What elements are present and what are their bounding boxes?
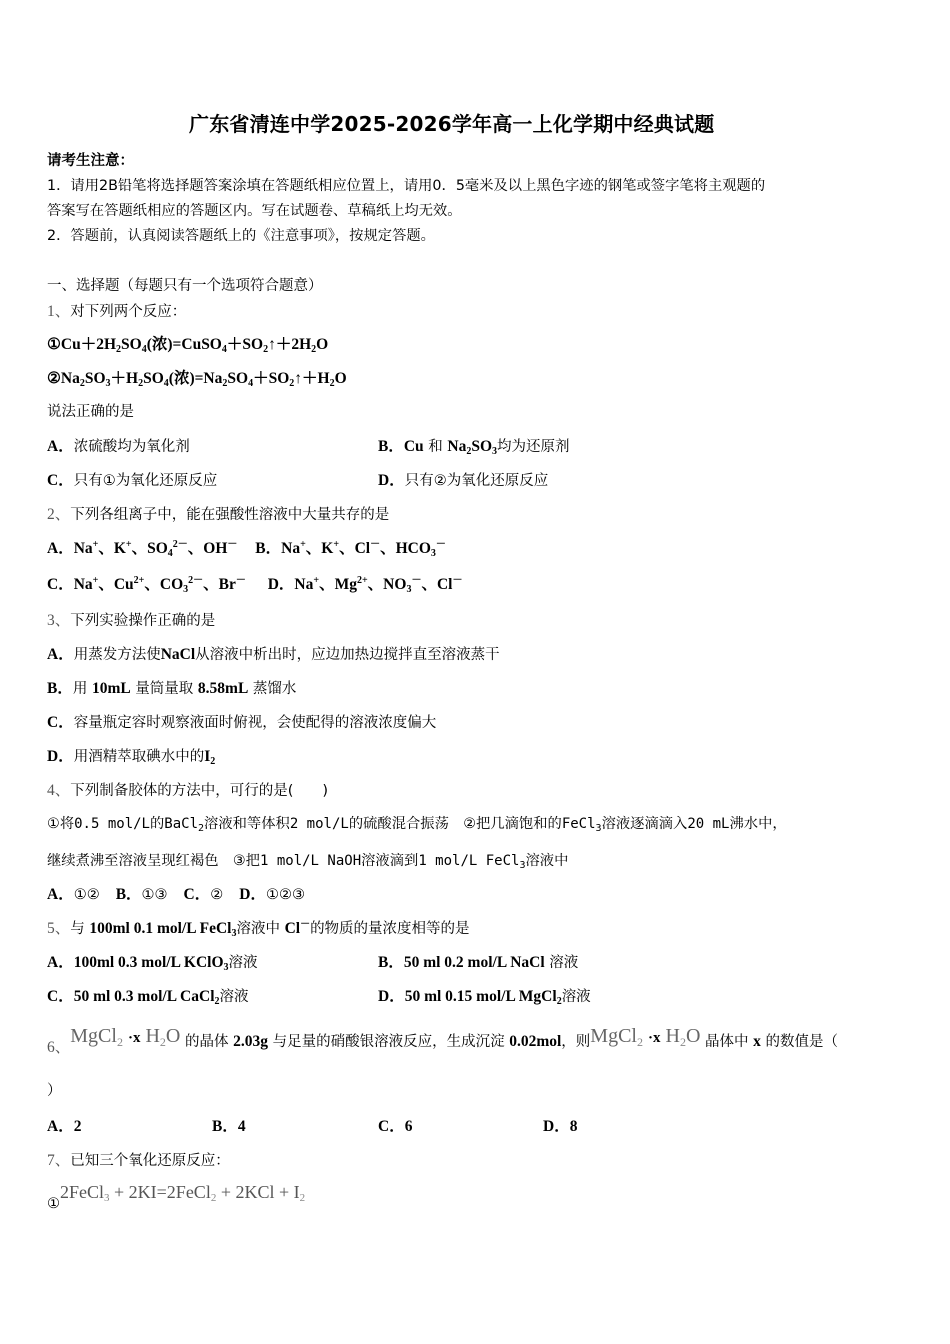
option-text: Cu [403, 438, 424, 455]
question-4-line-2: 继续煮沸至溶液呈现红褐色 ③把1 mol/L NaOH溶液滴到1 mol/L FeCl$_3$溶液中 [47, 853, 569, 871]
q5-option-d[interactable]: D．50 ml 0.15 mol/L MgCl$_2$溶液 [378, 988, 591, 1007]
q1-option-c[interactable] [47, 473, 217, 489]
q4-options-row [47, 887, 305, 903]
option-letter: A． [47, 438, 74, 455]
question-text: 对下列两个反应： [70, 304, 187, 320]
question-6-close-paren: ） [47, 1083, 62, 1099]
notice-heading: 请考生注意： [47, 153, 134, 169]
option-text: 容量瓶定容时观察液面时俯视，会使配得的溶液浓度偏大 [73, 715, 437, 731]
q3-option-d[interactable]: D．用酒精萃取碘水中的$I_2$ [47, 748, 216, 767]
question-7-reaction-1: ①2FeCl$_3$ + 2KI=2FeCl$_2$ + $2KCl + I_2$ [47, 1182, 306, 1212]
option-letter: C． [47, 988, 74, 1005]
q2-options-row-2 [47, 577, 462, 593]
q4-option-d[interactable]: D．①②③ [239, 886, 305, 903]
question-1-reaction-2: $②Na_2SO_3+H_2SO_4$(浓)$=Na_2SO_4+SO_2↑+H_2O$ [47, 370, 347, 389]
question-1-stem [47, 304, 186, 320]
question-1-reaction-1: $①Cu+2H_2SO_4$(浓)$=CuSO_4+SO_2↑+2H_2O$ [47, 336, 329, 355]
question-number: 5、 [47, 920, 71, 937]
question-1-prompt: 说法正确的是 [47, 404, 134, 420]
question-text: 下列实验操作正确的是 [70, 613, 216, 629]
q6-option-d[interactable]: D．8 [543, 1118, 578, 1135]
option-letter: D． [378, 472, 405, 489]
option-letter: A． [47, 646, 74, 663]
option-letter: D． [378, 988, 405, 1005]
section-heading: 一、选择题（每题只有一个选项符合题意） [47, 278, 323, 294]
formula-mgcl2-xh2o: MgCl$_2$ ·x $H_2O$ [590, 1025, 701, 1049]
question-number: 3、 [47, 612, 71, 629]
question-number: 1、 [47, 303, 71, 320]
option-letter: C． [47, 472, 74, 489]
question-text: 下列各组离子中，能在强酸性溶液中大量共存的是 [70, 507, 390, 523]
question-number: 6、 [47, 1039, 71, 1056]
notice-item-1-cont: 答案写在答题纸相应的答题区内。写在试题卷、草稿纸上均无效。 [47, 203, 462, 219]
formula-mgcl2-xh2o: MgCl$_2$ ·x $H_2O$ [70, 1025, 181, 1049]
page-title: 广东省清连中学2025-2026学年高一上化学期中经典试题 [189, 112, 715, 136]
q4-option-b[interactable]: B．①③ [115, 886, 168, 903]
question-2-stem [47, 507, 389, 523]
notice-item-2: 2．答题前，认真阅读答题纸上的《注意事项》，按规定答题。 [47, 228, 435, 244]
option-text: 浓硫酸均为氧化剂 [73, 439, 190, 455]
q5-option-a[interactable]: A．100ml 0.3 mol/L KClO$_3$溶液 [47, 954, 258, 973]
q1-option-a[interactable] [47, 439, 190, 455]
q2-option-d[interactable]: D．Na+、$Mg^{2+}$、$NO_3^-$、Cl－ [267, 575, 463, 595]
question-5-stem: 5、与 100ml 0.1 mol/L FeCl$_3$溶液中 Cl－的物质的量浓度相等的是 [47, 919, 470, 939]
q2-option-c[interactable]: C．Na+、$Cu^{2+}$、$CO_3^{2-}$、Br－ [47, 575, 246, 595]
option-letter: D． [47, 748, 74, 765]
question-7-stem [47, 1153, 230, 1169]
option-letter: C． [47, 714, 74, 731]
q2-option-b[interactable]: B．Na+、K+、Cl－、$HCO_3^-$ [255, 539, 446, 559]
question-text: 已知三个氧化还原反应： [70, 1153, 230, 1169]
q3-option-c[interactable] [47, 715, 436, 731]
option-letter: B． [378, 438, 404, 455]
q6-option-a[interactable]: A．2 [47, 1118, 82, 1135]
question-3-stem [47, 613, 215, 629]
q4-option-c[interactable]: C．② [183, 886, 224, 903]
q5-option-b[interactable]: B．50 ml 0.2 mol/L NaCl 溶液 [378, 954, 579, 971]
q2-option-a[interactable]: A．Na+、K+、$SO_4^{2-}$、OH－ [47, 539, 238, 559]
question-number: 7、 [47, 1152, 71, 1169]
q4-option-a[interactable]: A．①② [47, 886, 100, 903]
q2-options-row-1 [47, 541, 446, 557]
option-text: 只有②为氧化还原反应 [404, 473, 549, 489]
notice-item-1: 1．请用2B铅笔将选择题答案涂填在答题纸相应位置上，请用0．5毫米及以上黑色字迹的钢笔或签字笔将主观题的 [47, 178, 766, 194]
question-number: 2、 [47, 506, 71, 523]
option-letter: A． [47, 954, 74, 971]
question-4-line-1: ①将0.5 mol/L的BaCl$_2$溶液和等体积2 mol/L的硫酸混合振荡 ②把几滴饱和的FeCl$_3$溶液逐滴滴入20 mL沸水中， [47, 816, 787, 834]
option-letter: B． [47, 680, 73, 697]
q3-option-a[interactable]: A．用蒸发方法使NaCl从溶液中析出时，应边加热边搅拌直至溶液蒸干 [47, 646, 500, 663]
q3-option-b[interactable]: B．用 10mL 量筒量取 8.58mL 蒸馏水 [47, 680, 297, 697]
question-text: 下列制备胶体的方法中，可行的是( ) [70, 783, 329, 799]
option-letter: B． [378, 954, 404, 971]
q6-option-c[interactable]: C．6 [378, 1118, 413, 1135]
q1-option-d[interactable] [378, 473, 548, 489]
question-6-stem: 6、MgCl$_2$ ·x $H_2O$ 的晶体 2.03g 与足量的硝酸银溶液反应，生成沉淀 0.02mol，则MgCl$_2$ ·x $H_2O$ 晶体中 x 的数值是（ [47, 1025, 838, 1056]
option-text: 只有①为氧化还原反应 [73, 473, 218, 489]
q5-option-c[interactable]: C．50 ml 0.3 mol/L CaCl$_2$溶液 [47, 988, 249, 1007]
question-4-stem [47, 783, 328, 799]
question-number: 4、 [47, 782, 71, 799]
q6-option-b[interactable]: B．4 [212, 1118, 246, 1135]
q1-option-b[interactable]: B．Cu 和 $Na_2SO_3$均为还原剂 [378, 438, 570, 457]
